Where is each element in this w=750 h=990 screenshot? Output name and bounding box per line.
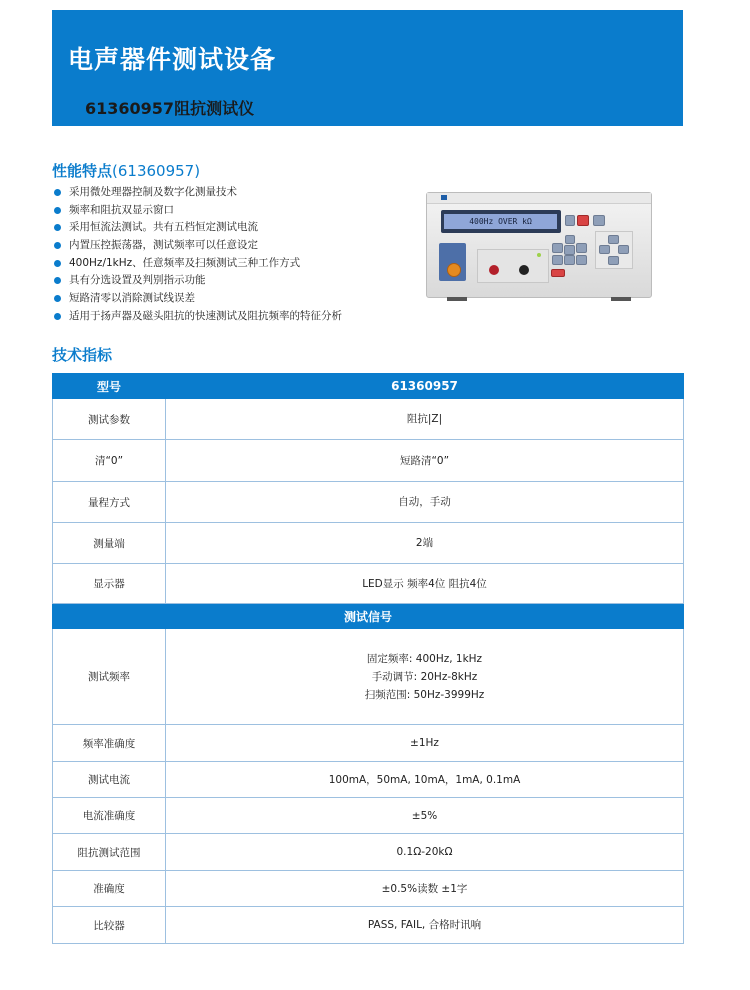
feature-item xyxy=(52,219,412,237)
brand-logo-icon xyxy=(441,195,447,200)
feature-item xyxy=(52,272,412,290)
row-value xyxy=(166,725,684,762)
device-knob xyxy=(447,263,461,277)
table-row xyxy=(53,798,684,834)
device-display: 400Hz OVER kΩ xyxy=(444,214,557,229)
row-value-line: 扫频范围: 50Hz-3999Hz xyxy=(364,688,485,701)
table-row xyxy=(53,629,684,725)
feature-text: 采用恒流法测试。共有五档恒定测试电流 xyxy=(69,221,258,234)
table-row xyxy=(53,725,684,762)
row-label: 频率准确度 xyxy=(53,725,166,762)
row-value xyxy=(166,834,684,871)
device-button xyxy=(564,245,575,255)
row-value-line: LED显示 频率4位 阻抗4位 xyxy=(362,577,487,590)
device-foot xyxy=(611,297,631,301)
header-value: 61360957 xyxy=(166,374,684,399)
device-button xyxy=(564,255,575,265)
bullet-icon xyxy=(54,295,61,302)
row-label: 量程方式 xyxy=(53,482,166,523)
device-button xyxy=(608,235,619,244)
row-label: 测试频率 xyxy=(53,629,166,725)
table-row xyxy=(53,399,684,440)
device-button xyxy=(565,235,575,244)
feature-text: 频率和阻抗双显示窗口 xyxy=(69,203,174,216)
table-row xyxy=(53,762,684,798)
feature-text: 短路清零以消除测试线误差 xyxy=(69,292,195,305)
device-display-frame xyxy=(441,210,561,233)
row-value xyxy=(166,399,684,440)
row-value-line: 阻抗|Z| xyxy=(406,413,443,425)
device-button xyxy=(552,243,563,253)
feature-item xyxy=(52,290,412,308)
feature-item xyxy=(52,237,412,255)
row-label: 测试电流 xyxy=(53,762,166,798)
table-row xyxy=(53,871,684,907)
device-button xyxy=(552,255,563,265)
feature-text: 适用于扬声器及磁头阻抗的快速测试及阻抗频率的特征分析 xyxy=(69,309,342,322)
row-label: 电流准确度 xyxy=(53,798,166,834)
bullet-icon xyxy=(54,189,61,196)
row-label: 准确度 xyxy=(53,871,166,907)
feature-text: 具有分选设置及判别指示功能 xyxy=(69,274,206,287)
feature-text: 400Hz/1kHz、任意频率及扫频测试三种工作方式 xyxy=(69,256,301,269)
row-value-line: PASS, FAIL, 合格时讯响 xyxy=(367,919,482,931)
row-value xyxy=(166,629,684,725)
row-value xyxy=(166,798,684,834)
row-label: 测试参数 xyxy=(53,399,166,440)
red-terminal-icon xyxy=(489,265,499,275)
device-button xyxy=(551,269,565,277)
row-value xyxy=(166,482,684,523)
device-top-strip xyxy=(427,193,651,204)
device-foot xyxy=(447,297,467,301)
bullet-icon xyxy=(54,224,61,231)
row-value-line: ±5% xyxy=(411,809,438,822)
feature-item xyxy=(52,308,412,326)
header-label: 型号 xyxy=(53,374,166,399)
device-button xyxy=(593,215,605,226)
row-label: 测量端 xyxy=(53,523,166,564)
device-button xyxy=(618,245,629,254)
indicator-led-icon xyxy=(537,253,541,257)
row-label: 显示器 xyxy=(53,564,166,604)
table-header-row xyxy=(53,374,684,399)
row-value-line: 0.1Ω-20kΩ xyxy=(396,846,453,858)
bullet-icon xyxy=(54,207,61,214)
section-header-row xyxy=(53,604,684,629)
row-label: 比较器 xyxy=(53,907,166,944)
features-list xyxy=(52,184,412,326)
row-value xyxy=(166,564,684,604)
bullet-icon xyxy=(54,277,61,284)
device-photo xyxy=(426,192,652,298)
device-button xyxy=(576,243,587,253)
row-value-line: 固定频率: 400Hz, 1kHz xyxy=(366,652,483,665)
bullet-icon xyxy=(54,260,61,267)
row-value xyxy=(166,762,684,798)
row-value-line: 手动调节: 20Hz-8kHz xyxy=(371,670,478,683)
feature-item xyxy=(52,202,412,220)
device-button xyxy=(577,215,589,226)
page-title: 电声器件测试设备 xyxy=(68,45,277,74)
row-value xyxy=(166,907,684,944)
device-button xyxy=(576,255,587,265)
features-title-model: (61360957) xyxy=(112,162,201,180)
row-value xyxy=(166,871,684,907)
feature-item xyxy=(52,255,412,273)
table-row xyxy=(53,907,684,944)
table-row xyxy=(53,834,684,871)
row-label: 清“0” xyxy=(53,440,166,482)
table-row xyxy=(53,523,684,564)
section-header: 测试信号 xyxy=(53,604,684,629)
device-button xyxy=(565,215,575,226)
device-button xyxy=(599,245,610,254)
black-terminal-icon xyxy=(519,265,529,275)
row-label: 阻抗测试范围 xyxy=(53,834,166,871)
bullet-icon xyxy=(54,313,61,320)
features-title xyxy=(52,160,200,181)
device-button xyxy=(608,256,619,265)
row-value-line: 2端 xyxy=(415,537,434,549)
row-value-line: ±1Hz xyxy=(410,737,439,749)
row-value xyxy=(166,523,684,564)
row-value-line: 短路清“0” xyxy=(399,454,450,467)
bullet-icon xyxy=(54,242,61,249)
row-value-line: 自动，手动 xyxy=(398,496,451,508)
row-value-line: ±0.5%读数 ±1字 xyxy=(381,882,468,895)
table-row xyxy=(53,440,684,482)
header-banner xyxy=(52,10,683,126)
table-row xyxy=(53,482,684,523)
feature-text: 内置压控振荡器，测试频率可以任意设定 xyxy=(69,239,258,252)
device-nav-pad xyxy=(595,231,633,269)
specs-title: 技术指标 xyxy=(52,346,113,364)
feature-text: 采用微处理器控制及数字化测量技术 xyxy=(69,186,237,198)
table-row xyxy=(53,564,684,604)
row-value xyxy=(166,440,684,482)
features-title-text: 性能特点 xyxy=(52,162,113,180)
spec-table xyxy=(52,373,684,944)
page-subtitle: 61360957阻抗测试仪 xyxy=(85,99,255,118)
feature-item xyxy=(52,184,412,202)
row-value-line: 100mA，50mA, 10mA，1mA, 0.1mA xyxy=(328,773,521,786)
